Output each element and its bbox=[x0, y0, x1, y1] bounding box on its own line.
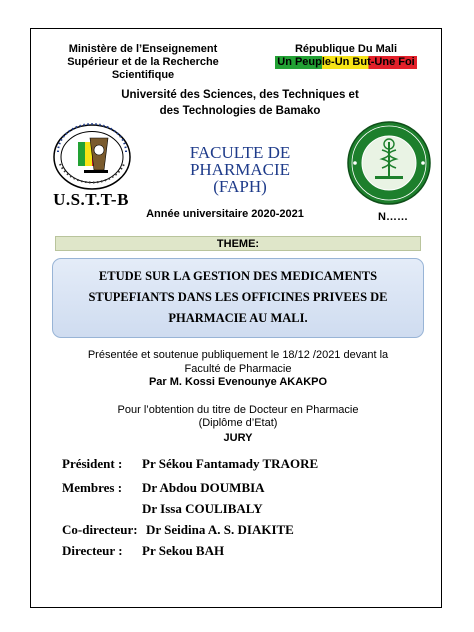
author-name: Par M. Kossi Evenounye AKAKPO bbox=[148, 376, 328, 388]
academic-year: Année universitaire 2020-2021 bbox=[146, 208, 304, 220]
presentation-line-1: Présentée et soutenue publiquement le 18/12 /2021 devant la bbox=[87, 349, 389, 361]
theme-label: THEME: bbox=[55, 236, 421, 251]
jury-label: JURY bbox=[223, 432, 253, 444]
ustt-b-seal-icon bbox=[50, 122, 134, 192]
national-motto: Un Peuple-Un But-Une Foi bbox=[277, 56, 415, 68]
ministry-line-2: Supérieur et de la Recherche bbox=[67, 56, 219, 68]
jury-name: Dr Abdou DOUMBIA bbox=[142, 480, 265, 495]
thesis-title-line-1: ETUDE SUR LA GESTION DES MEDICAMENTS bbox=[98, 269, 378, 283]
presentation-text bbox=[70, 348, 406, 376]
jury-role: Président : bbox=[62, 456, 123, 471]
thesis-title-line-2: STUPEFIANTS DANS LES OFFICINES PRIVEES DE bbox=[88, 290, 388, 304]
jury-role: Directeur : bbox=[62, 543, 123, 558]
republic-header bbox=[262, 43, 430, 69]
university-name bbox=[60, 87, 420, 119]
university-line-1: Université des Sciences, des Techniques et bbox=[121, 89, 359, 101]
university-line-2: des Technologies de Bamako bbox=[159, 105, 321, 117]
faculty-line-1: FACULTE DE PHARMACIE bbox=[189, 143, 291, 179]
jury-role: Co-directeur: bbox=[62, 522, 138, 537]
jury-role: Membres : bbox=[62, 480, 123, 495]
faculte-de-pharmacie-seal-icon bbox=[346, 120, 432, 206]
degree-line-2: (Diplôme d’Etat) bbox=[198, 417, 278, 429]
faculty-line-2: (FAPH) bbox=[213, 177, 267, 196]
faculty-title bbox=[140, 144, 340, 195]
jury-name: Dr Seidina A. S. DIAKITE bbox=[146, 522, 294, 537]
jury-name: Dr Issa COULIBALY bbox=[142, 501, 263, 516]
thesis-title bbox=[60, 266, 416, 329]
degree-text bbox=[70, 404, 406, 430]
republic-name: République Du Mali bbox=[294, 43, 398, 55]
ministry-line-1: Ministère de l’Enseignement bbox=[68, 43, 218, 55]
ministry-header bbox=[48, 43, 238, 82]
presentation-line-2: Faculté de Pharmacie bbox=[184, 363, 292, 375]
thesis-title-line-3: PHARMACIE AU MALI. bbox=[168, 311, 308, 325]
ustt-b-caption: U.S.T.T-B bbox=[53, 190, 129, 209]
thesis-number: N…… bbox=[378, 211, 408, 223]
ministry-line-3: Scientifique bbox=[111, 69, 175, 81]
jury-name: Pr Sekou BAH bbox=[142, 543, 225, 558]
jury-name: Pr Sékou Fantamady TRAORE bbox=[142, 456, 319, 471]
degree-line-1: Pour l’obtention du titre de Docteur en Pharmacie bbox=[117, 404, 359, 416]
